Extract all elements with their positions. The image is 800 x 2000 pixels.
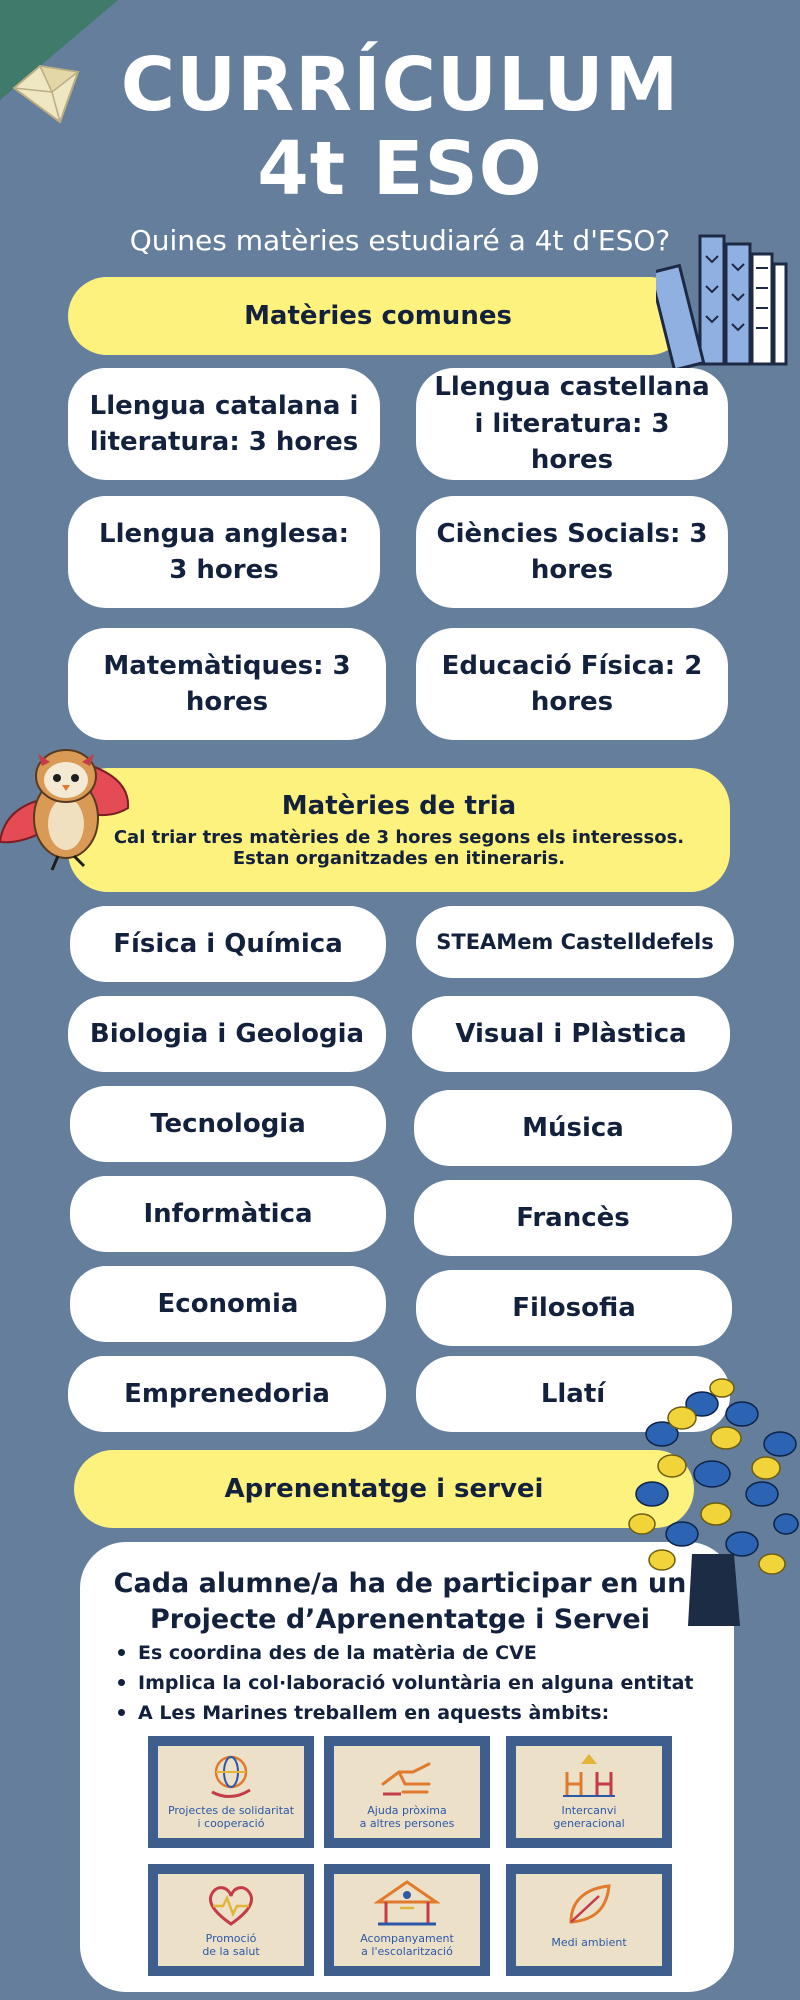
- books-icon: [656, 228, 790, 374]
- elective-subjects-banner: [68, 768, 730, 892]
- owl-icon: [0, 730, 136, 876]
- globe-hand-icon: [206, 1752, 256, 1800]
- leaf-icon: [563, 1882, 615, 1926]
- owl-decoration: [0, 730, 136, 876]
- elective-left-3: Tecnologia: [70, 1086, 386, 1162]
- page-title-grade: 4t ESO: [257, 126, 543, 212]
- subject-social-sciences: Ciències Socials: 3 hores: [416, 496, 728, 608]
- area-tile-environment: Medi ambient: [506, 1864, 672, 1976]
- subject-catalan: Llengua catalana i literatura: 3 hores: [68, 368, 380, 480]
- page-subtitle: Quines matèries estudiaré a 4t d'ESO?: [129, 224, 671, 257]
- elective-right-5: Filosofia: [416, 1270, 732, 1346]
- service-bullets: [116, 1638, 716, 1728]
- elective-left-5: Economia: [70, 1266, 386, 1342]
- elective-left-1: Física i Química: [70, 906, 386, 982]
- school-icon: [374, 1878, 440, 1928]
- elective-right-2: Visual i Plàstica: [412, 996, 730, 1072]
- elective-left-2: Biologia i Geologia: [68, 996, 386, 1072]
- elective-subjects-text-2: Estan organitzades en itineraris.: [232, 848, 566, 869]
- generations-icon: [559, 1750, 619, 1800]
- elective-right-1: STEAMem Castelldefels: [416, 906, 734, 978]
- service-bullet-2: Implica la col·laboració voluntària en alguna entitat: [116, 1668, 716, 1698]
- elective-left-4: Informàtica: [70, 1176, 386, 1252]
- area-tile-help: Ajuda pròxima a altres persones: [324, 1736, 490, 1848]
- area-tile-health: Promoció de la salut: [148, 1864, 314, 1976]
- books-decoration: [656, 228, 790, 374]
- elective-subjects-text: Cal triar tres matèries de 3 hores segons els interessos.: [113, 827, 685, 848]
- common-subjects-title: Matèries comunes: [244, 301, 512, 331]
- elective-right-4: Francès: [414, 1180, 732, 1256]
- subject-spanish: Llengua castellana i literatura: 3 hores: [416, 368, 728, 480]
- service-learning-title: Aprenentatge i servei: [224, 1474, 544, 1504]
- subject-english: Llengua anglesa: 3 hores: [68, 496, 380, 608]
- area-tile-school: Acompanyament a l'escolarització: [324, 1864, 490, 1976]
- service-panel-title: Cada alumne/a ha de participar en un: [113, 1568, 687, 1599]
- heart-pulse-icon: [205, 1882, 257, 1928]
- helping-hand-icon: [379, 1754, 435, 1800]
- subject-maths: Matemàtiques: 3 hores: [68, 628, 386, 740]
- page-title: CURRÍCULUM: [120, 42, 680, 128]
- elective-right-3: Música: [414, 1090, 732, 1166]
- elective-left-6: Emprenedoria: [68, 1356, 386, 1432]
- service-panel-title-2: Projecte d’Aprenentatge i Servei: [149, 1604, 650, 1635]
- area-tile-generational: Intercanvi generacional: [506, 1736, 672, 1848]
- elective-right-6: Llatí: [416, 1356, 730, 1432]
- service-learning-banner: [74, 1450, 694, 1528]
- service-bullet-3: A Les Marines treballem en aquests àmbits:: [116, 1698, 716, 1728]
- common-subjects-banner: [68, 277, 688, 355]
- service-bullet-1: Es coordina des de la matèria de CVE: [116, 1638, 716, 1668]
- area-tile-solidarity: Projectes de solidaritat i cooperació: [148, 1736, 314, 1848]
- subject-pe: Educació Física: 2 hores: [416, 628, 728, 740]
- elective-subjects-title: Matèries de tria: [281, 791, 517, 821]
